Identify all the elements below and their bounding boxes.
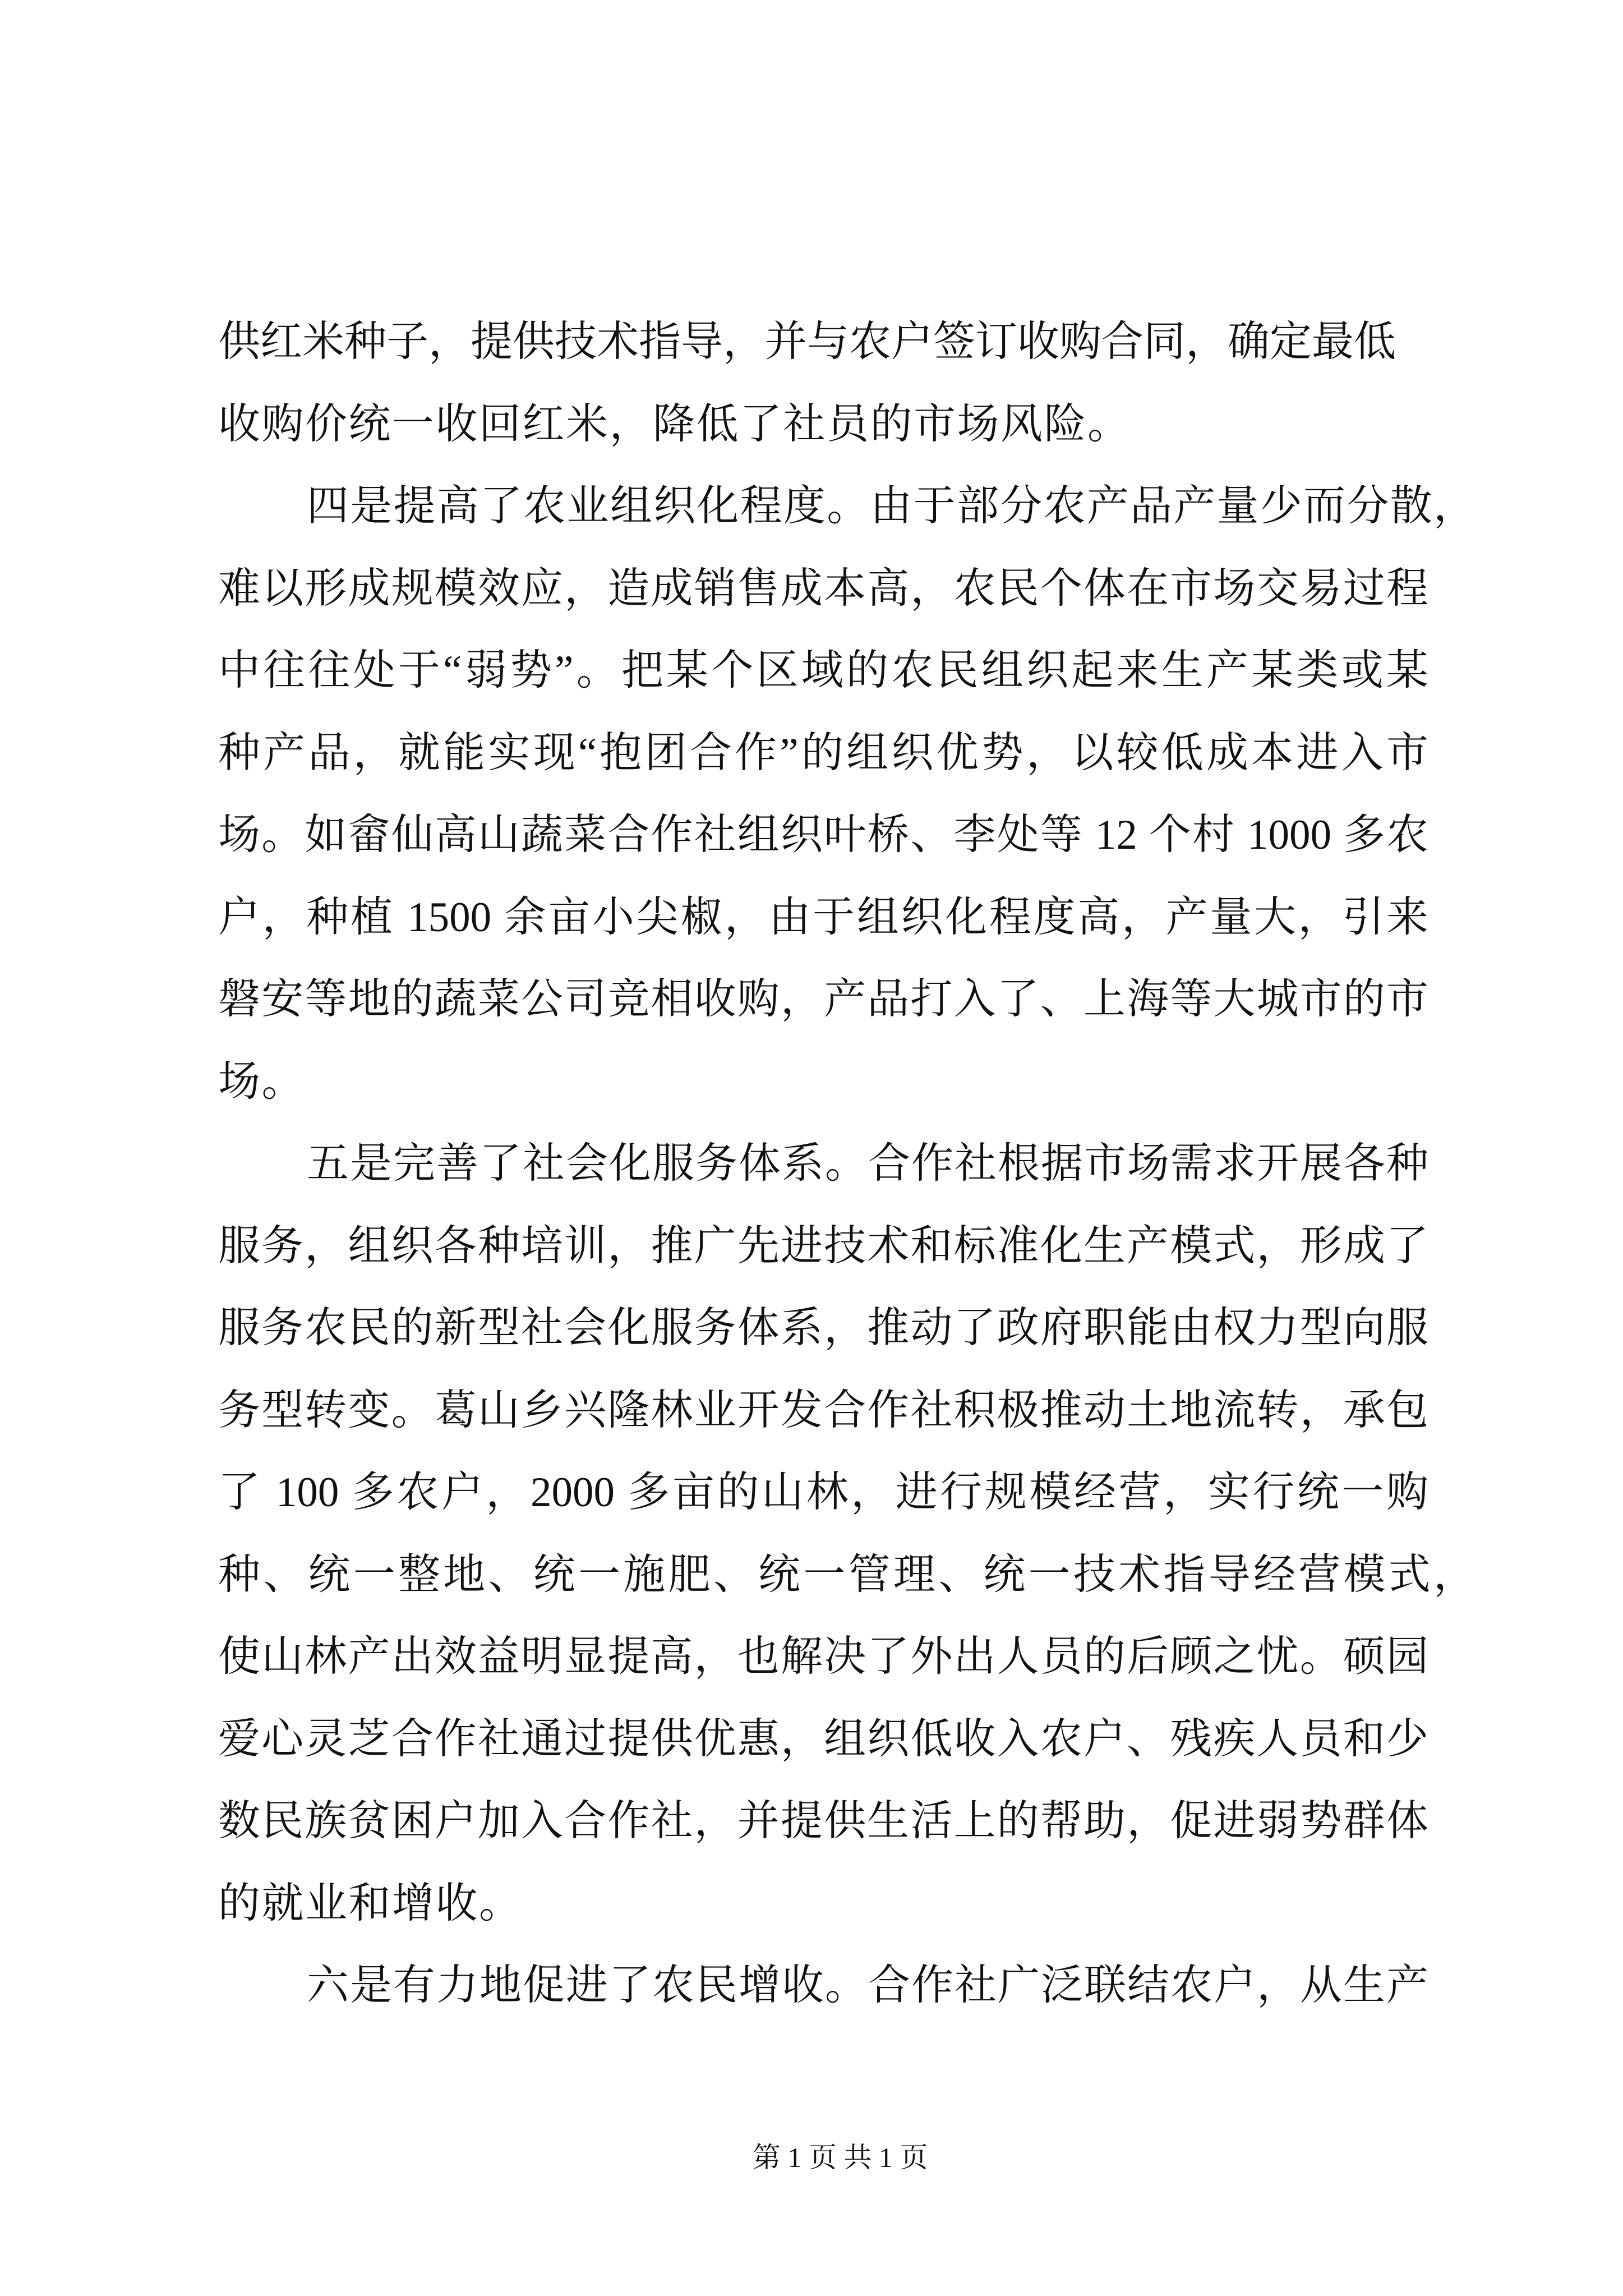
text-line: 的就业和增收。 — [218, 1880, 523, 1927]
page-footer: 第 1 页 共 1 页 — [753, 2142, 928, 2173]
text-line: 务型转变。葛山乡兴隆林业开发合作社积极推动土地流转，承包 — [218, 1387, 1428, 1434]
text-line: 服务，组织各种培训，推广先进技术和标准化生产模式，形成了 — [218, 1222, 1428, 1269]
text-line: 服务农民的新型社会化服务体系，推动了政府职能由权力型向服 — [218, 1305, 1428, 1351]
text-line: 数民族贫困户加入合作社，并提供生活上的帮助，促进弱势群体 — [218, 1798, 1428, 1844]
text-line: 难以形成规模效应，造成销售成本高，农民个体在市场交易过程 — [218, 565, 1428, 612]
text-line: 五是完善了社会化服务体系。合作社根据市场需求开展各种 — [307, 1140, 1428, 1187]
text-line: 使山林产出效益明显提高，也解决了外出人员的后顾之忧。硕园 — [218, 1634, 1428, 1680]
text-line: 爱心灵芝合作社通过提供优惠，组织低收入农户、残疾人员和少 — [218, 1715, 1428, 1763]
text-line: 种、统一整地、统一施肥、统一管理、统一技术指导经营模式， — [218, 1551, 1476, 1598]
text-line: 户，种植 1500 余亩小尖椒，由于组织化程度高，产量大，引来 — [218, 894, 1428, 941]
text-line: 收购价统一收回红米，降低了社员的市场风险。 — [218, 401, 1131, 448]
text-line: 六是有力地促进了农民增收。合作社广泛联结农户，从生产 — [307, 1962, 1428, 2009]
text-line: 场。如畲仙高山蔬菜合作社组织叶桥、李处等 12 个村 1000 多农 — [218, 812, 1428, 858]
text-line: 磐安等地的蔬菜公司竞相收购，产品打入了、上海等大城市的市 — [218, 976, 1428, 1023]
text-line: 四是提高了农业组织化程度。由于部分农产品产量少而分散， — [307, 483, 1476, 530]
text-line: 场。 — [218, 1058, 306, 1105]
text-line: 供红米种子，提供技术指导，并与农户签订收购合同，确定最低 — [218, 319, 1396, 365]
text-line: 种产品，就能实现“抱团合作”的组织优势，以较低成本进入市 — [218, 729, 1428, 776]
text-line: 了 100 多农户，2000 多亩的山林，进行规模经营，实行统一购 — [218, 1469, 1428, 1516]
text-line: 中往往处于“弱势”。把某个区域的农民组织起来生产某类或某 — [218, 647, 1428, 694]
